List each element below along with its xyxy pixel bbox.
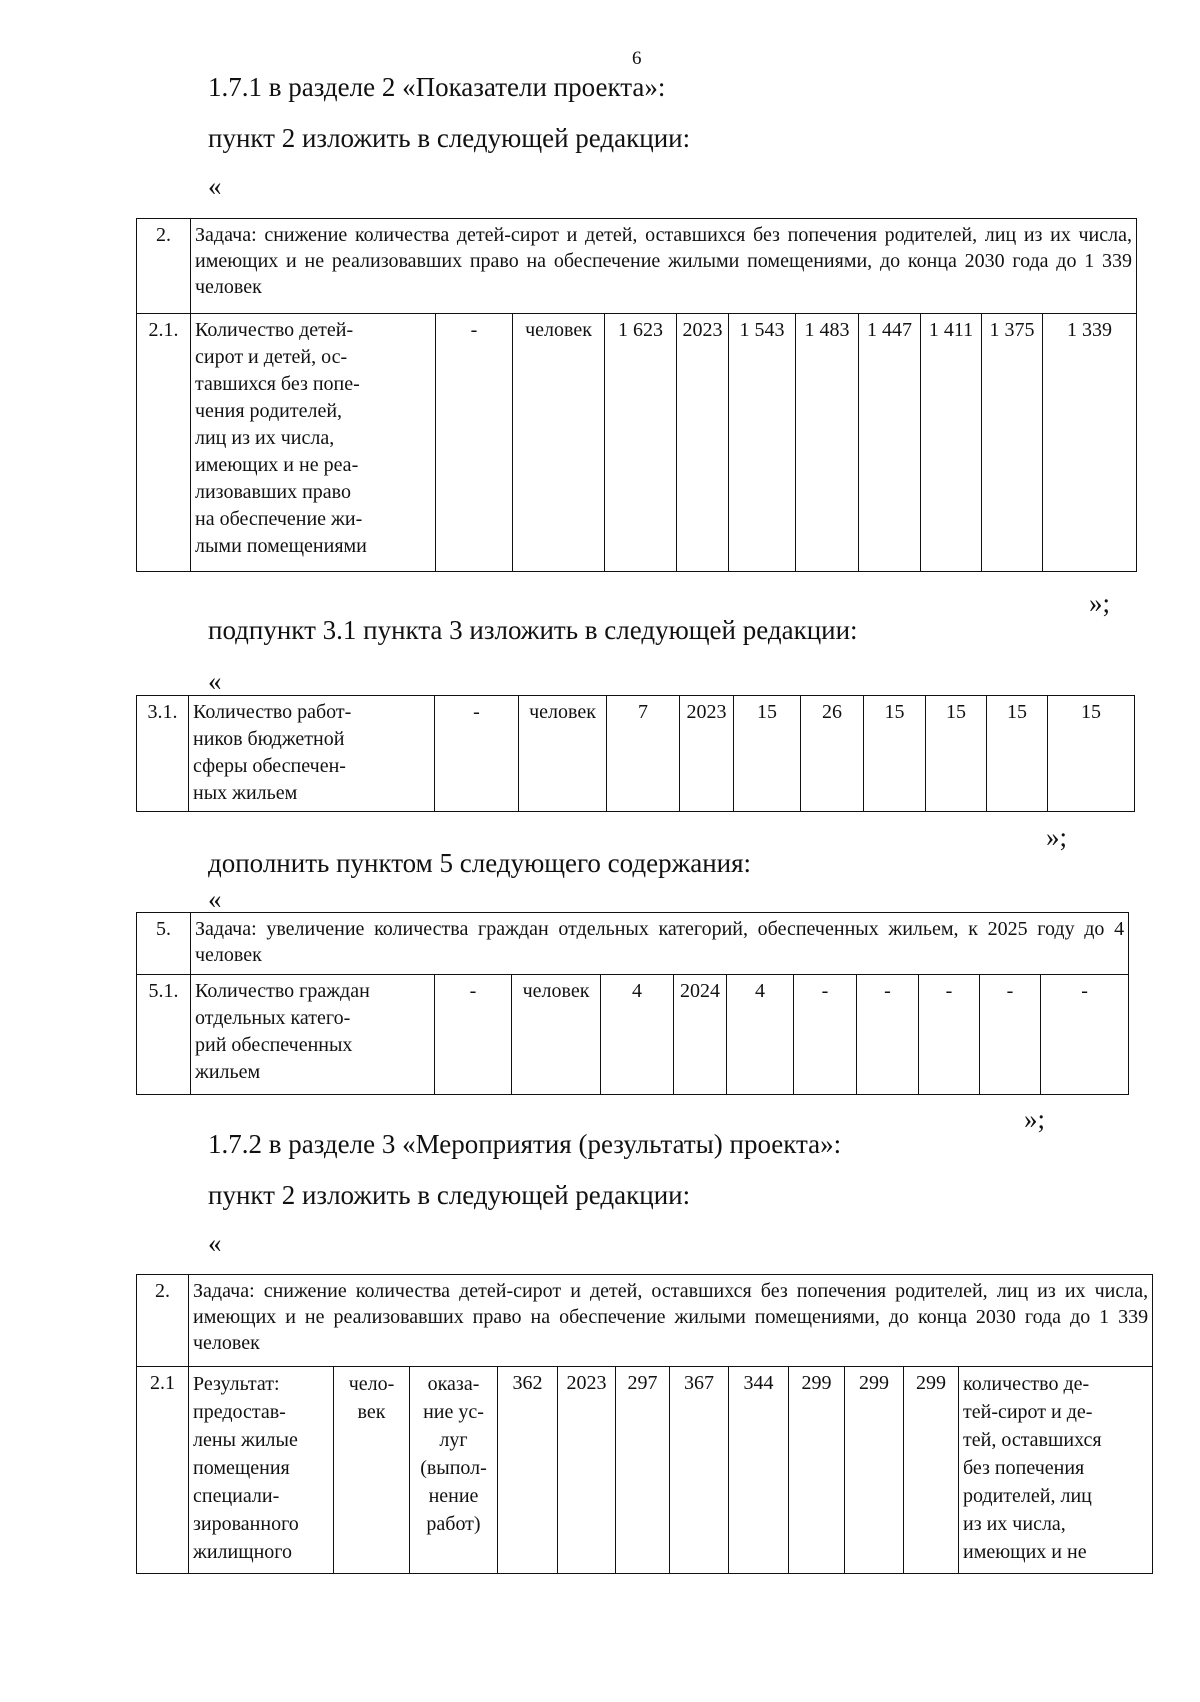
section-heading-1-7-2: 1.7.2 в разделе 3 «Мероприятия (результаты) проекта»: (208, 1129, 842, 1159)
value-cell: 15 (1048, 696, 1135, 812)
open-quote: « (208, 666, 222, 696)
value-cell: 1 339 (1043, 314, 1137, 572)
task-number: 2. (137, 1275, 189, 1367)
activities-table-point-2 (136, 1274, 1153, 1574)
value-cell: 367 (670, 1367, 729, 1574)
close-quote: »; (1046, 822, 1068, 852)
value-cell: 26 (801, 696, 864, 812)
base-year: 2023 (558, 1367, 616, 1574)
open-quote: « (208, 171, 222, 201)
value-cell: - (857, 975, 919, 1095)
value-cell: 4 (727, 975, 794, 1095)
base-value: 4 (601, 975, 674, 1095)
task-number: 2. (137, 219, 191, 314)
value-cell: 1 375 (982, 314, 1043, 572)
value-cell: 15 (864, 696, 926, 812)
value-cell: 299 (904, 1367, 959, 1574)
table-row (137, 314, 1137, 572)
task-number: 5. (137, 913, 191, 975)
base-value: 1 623 (605, 314, 677, 572)
value-cell: 1 483 (796, 314, 859, 572)
task-text: Задача: снижение количества детей-сирот и детей, оставшихся без попечения родителей, лиц из их числа, имеющих и не реализовавших право на обеспечение жилыми помещениями, до конца 2030 года до 1 339 человек (191, 219, 1137, 314)
value-cell: 297 (616, 1367, 670, 1574)
value-cell: - (919, 975, 980, 1095)
section-heading-1-7-1: 1.7.1 в разделе 2 «Показатели проекта»: (208, 72, 666, 102)
indicator-type: - (436, 314, 513, 572)
open-quote: « (208, 1228, 222, 1258)
value-cell: - (1041, 975, 1129, 1095)
base-year: 2023 (680, 696, 734, 812)
row-number: 2.1 (137, 1367, 189, 1574)
page-number: 6 (632, 48, 642, 69)
instruction-text: подпункт 3.1 пункта 3 изложить в следующей редакции: (208, 615, 858, 645)
indicator-type: - (435, 975, 512, 1095)
indicators-table-point-3-1 (136, 695, 1135, 812)
unit: человек (513, 314, 605, 572)
instruction-text: пункт 2 изложить в следующей редакции: (208, 123, 691, 153)
value-cell: 344 (729, 1367, 789, 1574)
value-cell: 299 (845, 1367, 904, 1574)
value-cell: - (980, 975, 1041, 1095)
indicator-type: - (435, 696, 519, 812)
value-cell: 299 (789, 1367, 845, 1574)
indicators-table-point-5 (136, 912, 1129, 1095)
indicators-table-point-2 (136, 218, 1137, 572)
instruction-text: пункт 2 изложить в следующей редакции: (208, 1180, 691, 1210)
instruction-text: дополнить пунктом 5 следующего содержания: (208, 848, 752, 878)
value-cell: 15 (926, 696, 987, 812)
unit: человек (519, 696, 607, 812)
row-number: 2.1. (137, 314, 191, 572)
close-quote: »; (1024, 1104, 1046, 1134)
table-row (137, 1367, 1153, 1574)
value-cell: 15 (734, 696, 801, 812)
task-text: Задача: снижение количества детей-сирот и детей, оставшихся без попечения родителей, лиц из их числа, имеющих и не реализовавших право на обеспечение жилыми помещениями, до конца 2030 года до 1 339 человек (189, 1275, 1153, 1367)
unit: человек (512, 975, 601, 1095)
indicator-name: Количество детей- сирот и детей, ос- тавшихся без попе- чения родителей, лиц из их числа, имеющих и не реа- лизовавших право на обеспечение жи- лыми помещениями (191, 314, 436, 572)
base-value: 362 (498, 1367, 558, 1574)
result-description: количество де- тей-сирот и де- тей, оставшихся без попечения родителей, лиц из их числа, имеющих и не (959, 1367, 1153, 1574)
value-cell: 1 447 (859, 314, 921, 572)
base-value: 7 (607, 696, 680, 812)
result-type: оказа- ние ус- луг (выпол- нение работ) (410, 1367, 498, 1574)
result-name: Результат: предостав- лены жилые помещения специали- зированного жилищного (189, 1367, 334, 1574)
base-year: 2024 (674, 975, 727, 1095)
table-row (137, 975, 1129, 1095)
indicator-name: Количество граждан отдельных катего- рий обеспеченных жильем (191, 975, 435, 1095)
open-quote: « (208, 884, 222, 914)
value-cell: 1 411 (921, 314, 982, 572)
row-number: 3.1. (137, 696, 189, 812)
table-row (137, 696, 1135, 812)
close-quote: »; (1089, 588, 1111, 618)
task-text: Задача: увеличение количества граждан отдельных категорий, обеспеченных жильем, к 2025 году до 4 человек (191, 913, 1129, 975)
unit: чело- век (334, 1367, 410, 1574)
base-year: 2023 (677, 314, 729, 572)
indicator-name: Количество работ- ников бюджетной сферы обеспечен- ных жильем (189, 696, 435, 812)
value-cell: 15 (987, 696, 1048, 812)
value-cell: 1 543 (729, 314, 796, 572)
row-number: 5.1. (137, 975, 191, 1095)
value-cell: - (794, 975, 857, 1095)
